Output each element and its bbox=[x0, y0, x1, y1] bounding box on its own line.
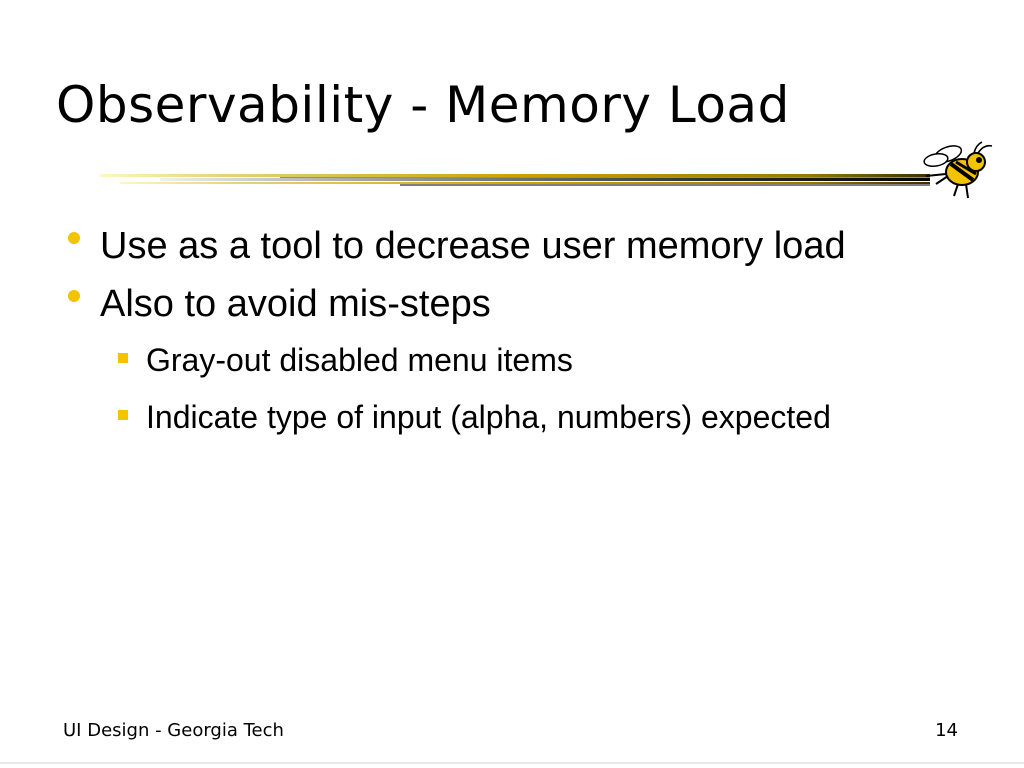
bullet-item-1 bbox=[58, 222, 918, 270]
sub-bullet-item-2 bbox=[58, 395, 918, 440]
bullet-text: Also to avoid mis-steps bbox=[100, 283, 491, 325]
footer-course-label: UI Design - Georgia Tech bbox=[63, 720, 284, 741]
bullet-square-icon bbox=[118, 353, 128, 363]
bottom-divider bbox=[0, 762, 1024, 764]
yellow-jacket-logo bbox=[918, 140, 996, 202]
sub-bullet-text: Gray-out disabled menu items bbox=[146, 342, 573, 378]
slide-title: Observability - Memory Load bbox=[56, 76, 790, 134]
bullet-item-2 bbox=[58, 280, 918, 328]
bullet-square-icon bbox=[118, 410, 128, 420]
bullet-dot-icon bbox=[68, 290, 80, 302]
bullet-dot-icon bbox=[68, 232, 80, 244]
sub-bullet-text: Indicate type of input (alpha, numbers) expected bbox=[146, 399, 831, 435]
sub-bullet-item-1 bbox=[58, 338, 918, 383]
bullet-text: Use as a tool to decrease user memory load bbox=[100, 225, 846, 267]
title-underline-rule bbox=[100, 168, 940, 192]
bullet-list bbox=[58, 222, 918, 452]
footer-page-number: 14 bbox=[935, 720, 958, 741]
